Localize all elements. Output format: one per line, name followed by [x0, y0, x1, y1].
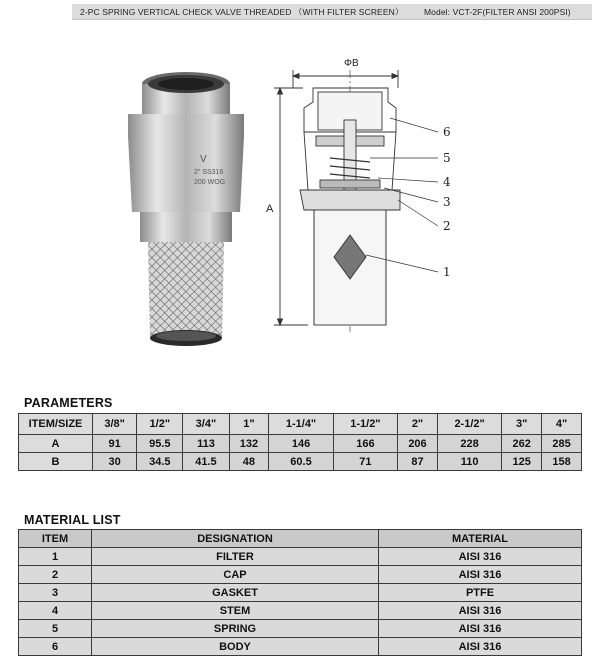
table-cell: 87: [398, 453, 438, 471]
table-cell: 132: [229, 435, 269, 453]
designation-cell: GASKET: [92, 584, 379, 602]
size-header: 1": [229, 414, 269, 435]
material-header: MATERIAL: [379, 530, 582, 548]
material-cell: AISI 316: [379, 602, 582, 620]
callout-3: 3: [443, 195, 451, 209]
designation-cell: CAP: [92, 566, 379, 584]
table-cell: 228: [437, 435, 501, 453]
dim-a-label: A: [266, 203, 274, 215]
designation-cell: FILTER: [92, 548, 379, 566]
item-cell: 2: [19, 566, 92, 584]
material-header-row: [19, 530, 582, 548]
size-header: 3/4": [183, 414, 229, 435]
row-label: B: [19, 453, 93, 471]
table-cell: 48: [229, 453, 269, 471]
material-cell: PTFE: [379, 584, 582, 602]
table-row: [19, 548, 582, 566]
valve-photo: [118, 62, 258, 362]
callout-1: 1: [443, 265, 451, 279]
callout-6: 6: [443, 125, 451, 139]
table-row: [19, 602, 582, 620]
table-row: [19, 566, 582, 584]
model-number: Model: VCT-2F(FILTER ANSI 200PSI): [424, 7, 571, 17]
svg-text:V: V: [200, 154, 207, 165]
item-cell: 6: [19, 638, 92, 656]
size-header: 1-1/2": [333, 414, 397, 435]
designation-cell: STEM: [92, 602, 379, 620]
table-cell: 125: [502, 453, 542, 471]
table-cell: 166: [333, 435, 397, 453]
size-header: 1-1/4": [269, 414, 333, 435]
material-cell: AISI 316: [379, 548, 582, 566]
parameters-header-row: [19, 414, 582, 435]
designation-cell: SPRING: [92, 620, 379, 638]
table-row: [19, 584, 582, 602]
size-header: 4": [542, 414, 582, 435]
document-title: 2-PC SPRING VERTICAL CHECK VALVE THREADED （WITH FILTER SCREEN）: [80, 7, 404, 17]
table-cell: 30: [93, 453, 137, 471]
size-header: 2-1/2": [437, 414, 501, 435]
material-cell: AISI 316: [379, 638, 582, 656]
table-cell: 206: [398, 435, 438, 453]
size-header: 3": [502, 414, 542, 435]
material-list-title: MATERIAL LIST: [24, 513, 121, 527]
table-cell: 285: [542, 435, 582, 453]
designation-header: DESIGNATION: [92, 530, 379, 548]
table-cell: 34.5: [137, 453, 183, 471]
size-header: 2": [398, 414, 438, 435]
parameters-table: [18, 413, 582, 471]
table-cell: 113: [183, 435, 229, 453]
table-cell: 262: [502, 435, 542, 453]
svg-text:200 WOG: 200 WOG: [194, 179, 226, 186]
item-size-header: ITEM/SIZE: [19, 414, 93, 435]
row-label: A: [19, 435, 93, 453]
table-cell: 158: [542, 453, 582, 471]
table-cell: 95.5: [137, 435, 183, 453]
table-cell: 71: [333, 453, 397, 471]
dim-b-label: ΦB: [344, 58, 359, 69]
material-table: [18, 529, 582, 656]
table-row: [19, 620, 582, 638]
callout-2: 2: [443, 219, 451, 233]
table-cell: 110: [437, 453, 501, 471]
header-bar: [72, 4, 592, 20]
item-cell: 1: [19, 548, 92, 566]
material-cell: AISI 316: [379, 566, 582, 584]
size-header: 1/2": [137, 414, 183, 435]
table-cell: 146: [269, 435, 333, 453]
callout-5: 5: [443, 151, 451, 165]
table-row: [19, 638, 582, 656]
item-header: ITEM: [19, 530, 92, 548]
table-cell: 60.5: [269, 453, 333, 471]
table-row: [19, 435, 582, 453]
table-cell: 91: [93, 435, 137, 453]
item-cell: 3: [19, 584, 92, 602]
size-header: 3/8": [93, 414, 137, 435]
svg-text:2" SS316: 2" SS316: [194, 169, 224, 176]
table-cell: 41.5: [183, 453, 229, 471]
item-cell: 4: [19, 602, 92, 620]
parameters-title: PARAMETERS: [24, 396, 113, 410]
valve-cross-section-drawing: [258, 40, 463, 340]
designation-cell: BODY: [92, 638, 379, 656]
callout-4: 4: [443, 175, 451, 189]
item-cell: 5: [19, 620, 92, 638]
material-cell: AISI 316: [379, 620, 582, 638]
table-row: [19, 453, 582, 471]
